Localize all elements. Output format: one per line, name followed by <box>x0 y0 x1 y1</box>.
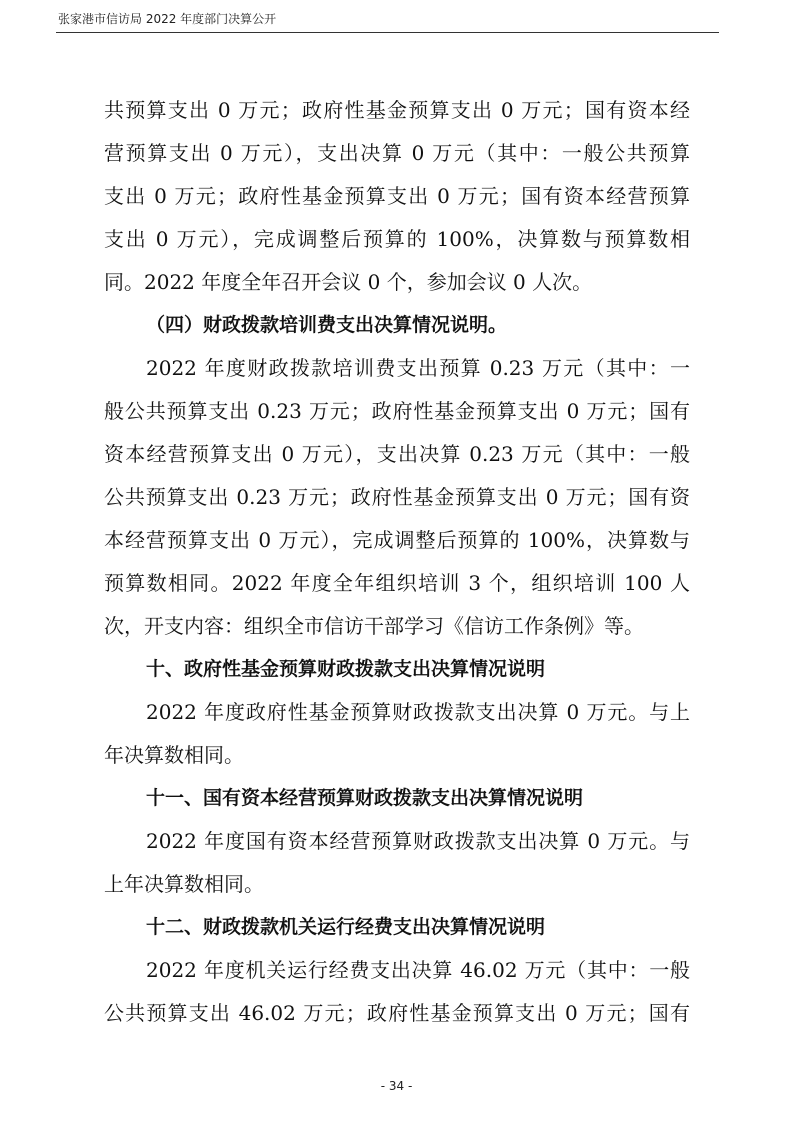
body-text-line: 资本经营预算支出 0 万元），支出决算 0.23 万元（其中：一般 <box>104 442 690 466</box>
body-text-line: 公共预算支出 46.02 万元；政府性基金预算支出 0 万元；国有 <box>104 1001 690 1025</box>
body-text-line: 年决算数相同。 <box>104 743 244 767</box>
body-text-line: 般公共预算支出 0.23 万元；政府性基金预算支出 0 万元；国有 <box>104 399 690 423</box>
body-text-line: 公共预算支出 0.23 万元；政府性基金预算支出 0 万元；国有资 <box>104 485 690 509</box>
section-heading-12: 十二、财政拨款机关运行经费支出决算情况说明 <box>146 916 546 938</box>
body-text-line: 支出 0 万元），完成调整后预算的 100%，决算数与预算数相 <box>104 227 690 251</box>
body-text-line: 2022 年度国有资本经营预算财政拨款支出决算 0 万元。与 <box>146 829 690 853</box>
body-text-line: 上年决算数相同。 <box>104 872 264 896</box>
section-heading-10: 十、政府性基金预算财政拨款支出决算情况说明 <box>146 658 546 680</box>
body-text-line: 共预算支出 0 万元；政府性基金预算支出 0 万元；国有资本经 <box>104 98 690 122</box>
section-heading-training: （四）财政拨款培训费支出决算情况说明。 <box>146 314 508 336</box>
body-text-line: 次，开支内容：组织全市信访干部学习《信访工作条例》等。 <box>104 614 644 638</box>
body-text-line: 2022 年度政府性基金预算财政拨款支出决算 0 万元。与上 <box>146 700 690 724</box>
body-text-line: 2022 年度机关运行经费支出决算 46.02 万元（其中：一般 <box>146 958 690 982</box>
body-text-line: 预算数相同。2022 年度全年组织培训 3 个，组织培训 100 人 <box>104 571 690 595</box>
body-text-line: 营预算支出 0 万元），支出决算 0 万元（其中：一般公共预算 <box>104 141 690 165</box>
body-text-line: 2022 年度财政拨款培训费支出预算 0.23 万元（其中：一 <box>146 356 690 380</box>
body-text-line: 本经营预算支出 0 万元），完成调整后预算的 100%，决算数与 <box>104 528 690 552</box>
header-divider <box>56 32 719 33</box>
document-header-title: 张家港市信访局 2022 年度部门决算公开 <box>58 12 277 26</box>
section-heading-11: 十一、国有资本经营预算财政拨款支出决算情况说明 <box>146 787 584 809</box>
page-number: - 34 - <box>380 1079 413 1093</box>
body-text-line: 同。2022 年度全年召开会议 0 个，参加会议 0 人次。 <box>104 270 593 294</box>
body-text-line: 支出 0 万元；政府性基金预算支出 0 万元；国有资本经营预算 <box>104 184 690 208</box>
